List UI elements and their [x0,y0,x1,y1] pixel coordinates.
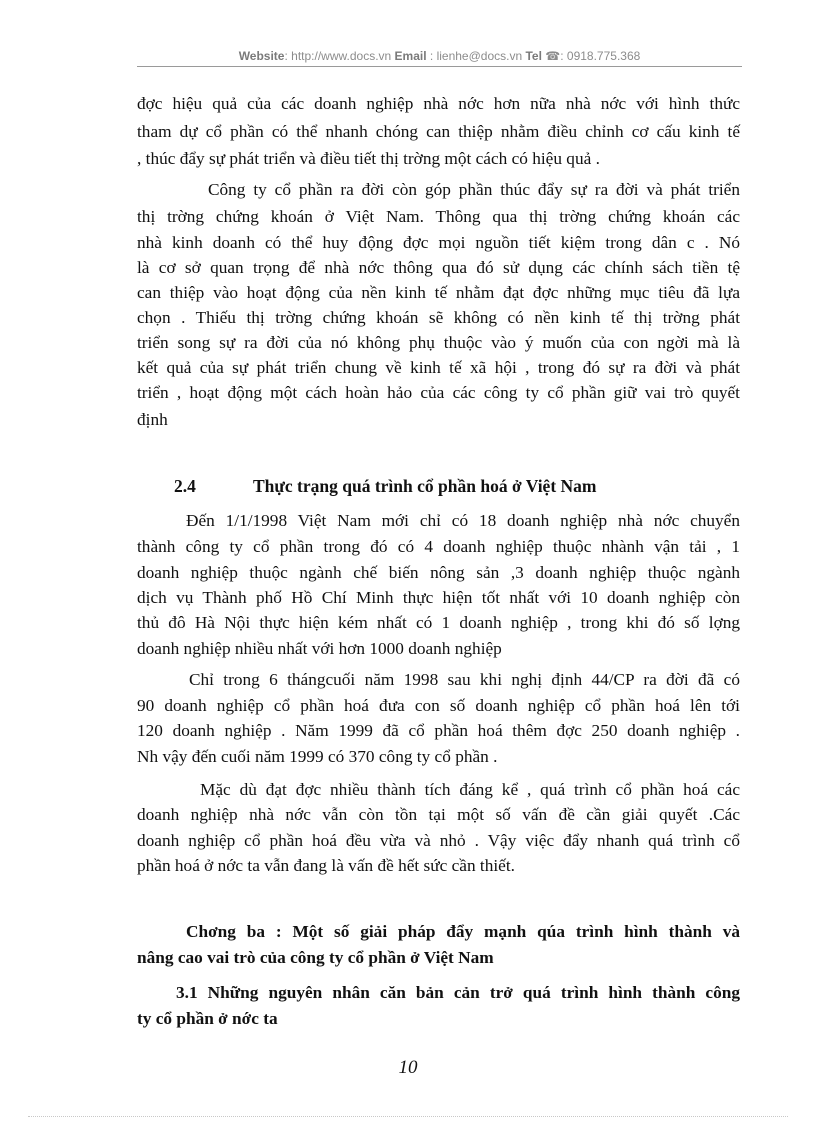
para2-line: nhà kinh doanh có thể huy động đợc mọi nguồn tiết kiệm trong dân c . Nó [137,233,740,252]
para2-line: là cơ sở quan trọng để nhà nớc thông qua đó sử dụng các chính sách tiền tệ [137,258,740,277]
page-header [137,49,742,63]
para2-line: thị trờng chứng khoán ở Việt Nam. Thông qua thị trờng chứng khoán các [137,207,740,226]
para5-line: doanh nghiệp nhà nớc vẫn còn tồn tại một số vấn đề cần giải quyết .Các [137,805,740,824]
email-value[interactable]: : lienhe@docs.vn [429,49,523,63]
para5-line: Mặc dù đạt đợc nhiều thành tích đáng kể , quá trình cổ phần hoá các [200,780,740,799]
para3-line: Đến 1/1/1998 Việt Nam mới chỉ có 18 doanh nghiệp nhà nớc chuyển [186,511,740,530]
para4-line: 120 doanh nghiệp . Năm 1999 đã cổ phần hoá thêm đợc 250 doanh nghiệp . [137,721,740,740]
para2-line: Công ty cổ phần ra đời còn góp phần thúc đẩy sự ra đời và phát triển [208,180,740,199]
para2-line: triển , hoạt động một cách hoàn hảo của các công ty cổ phần giữ vai trò quyết [137,383,740,402]
website-value[interactable]: : http://www.docs.vn [284,49,392,63]
section-2-4-title: Thực trạng quá trình cổ phần hoá ở Việt Nam [253,476,597,496]
para1-line: , thúc đẩy sự phát triển và điều tiết thị trờng một cách có hiệu quả . [137,149,600,168]
para2-line: triển song sự ra đời của nó không phụ thuộc vào ý muốn của con ngời mà là [137,333,740,352]
phone-icon: ☎ [545,49,561,63]
email-label: Email [394,49,427,63]
para5-line: doanh nghiệp cổ phần hoá đều vừa và nhỏ . Vậy việc đẩy nhanh quá trình cổ [137,831,740,850]
para3-line: thành công ty cổ phần trong đó có 4 doanh nghiệp thuộc nhành vận tải , 1 [137,537,740,556]
para2-line: kết quả của sự phát triển chung về kinh tế xã hội , trong đó sự ra đời và phát [137,358,740,377]
chapter-3-title-line: nâng cao vai trò của công ty cổ phần ở Việt Nam [137,948,494,967]
section-3-1-title-line: ty cổ phần ở nớc ta [137,1009,278,1028]
header-divider [137,66,742,67]
para2-line: định [137,410,168,429]
page-number: 10 [398,1057,418,1078]
para1-line: đợc hiệu quả của các doanh nghiệp nhà nớc hơn nữa nhà nớc với hình thức [137,94,740,113]
tel-value: : 0918.775.368 [560,49,641,63]
chapter-3-title-line: Chơng ba : Một số giải pháp đẩy mạnh qúa trình hình thành và [186,922,740,941]
para3-line: doanh nghiệp nhiều nhất với hơn 1000 doanh nghiệp [137,639,502,658]
page-bottom-border [28,1116,788,1117]
para2-line: can thiệp vào hoạt động của nền kinh tế nhằm đạt đợc những mục tiêu đã lựa [137,283,740,302]
website-label: Website [238,49,285,63]
tel-label: Tel [525,49,542,63]
para4-line: 90 doanh nghiệp cổ phần hoá đưa con số doanh nghiệp cổ phần hoá lên tới [137,696,740,715]
section-2-4-number: 2.4 [174,476,196,496]
para4-line: Nh vậy đến cuối năm 1999 có 370 công ty cổ phần . [137,747,498,766]
para4-line: Chỉ trong 6 thángcuối năm 1998 sau khi nghị định 44/CP ra đời đã có [189,670,740,689]
section-3-1-title-line: 3.1 Những nguyên nhân căn bản cản trở quá trình hình thành công [176,983,740,1002]
para1-line: tham dự cổ phần có thể nhanh chóng can thiệp nhằm điều chỉnh cơ cấu kinh tế [137,122,740,141]
para2-line: chọn . Thiếu thị trờng chứng khoán sẽ không có nền kinh tế thị trờng phát [137,308,740,327]
para3-line: thủ đô Hà Nội thực hiện kém nhất có 1 doanh nghiệp , trong khi đó số lợng [137,613,740,632]
para5-line: phần hoá ở nớc ta vẫn đang là vấn đề hết sức cần thiết. [137,856,515,875]
para3-line: dịch vụ Thành phố Hồ Chí Minh thực hiện tốt nhất với 10 doanh nghiệp còn [137,588,740,607]
para3-line: doanh nghiệp thuộc ngành chế biến nông sản ,3 doanh nghiệp thuộc ngành [137,563,740,582]
